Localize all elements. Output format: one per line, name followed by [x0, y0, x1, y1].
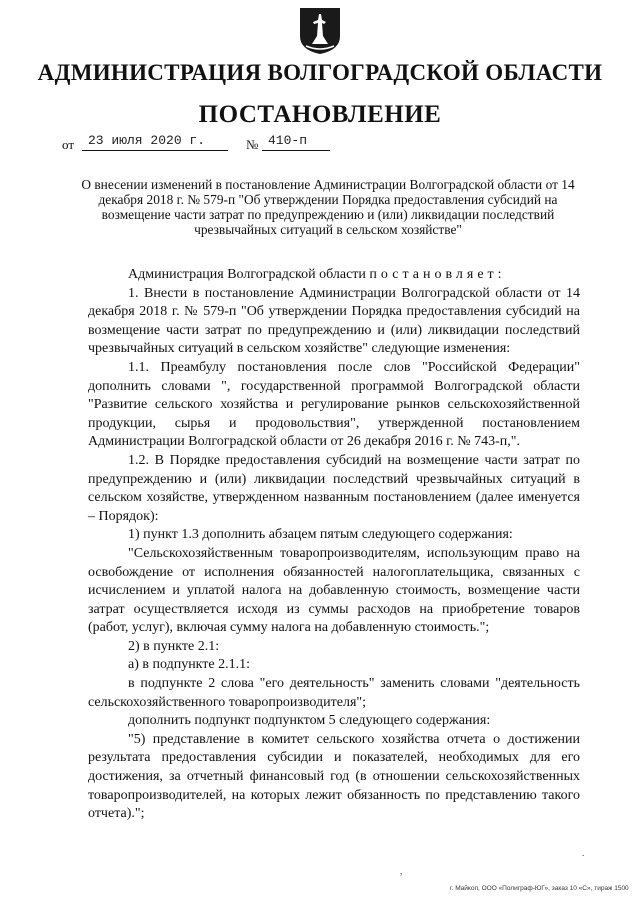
- body-paragraph: дополнить подпункт подпунктом 5 следующего содержания:: [128, 713, 491, 729]
- intro-verb: постановляет:: [369, 267, 506, 282]
- body-paragraph: а) в подпункте 2.1.1:: [128, 657, 251, 673]
- body-paragraph: 1.2. В Порядке предоставления субсидий на возмещение части затрат по предупреждению и (или) ликвидации последствий чрезвычайных ситуаций в сельском хозяйстве, утвержденном названным постановлением (далее именуется – Порядок):: [88, 452, 580, 524]
- scan-mark: ,: [400, 866, 403, 876]
- body-paragraph: 2) в пункте 2.1:: [128, 638, 220, 654]
- body-paragraph: в подпункте 2 слова "его деятельность" заменить словами "деятельность сельскохозяйственного товаропроизводителя";: [88, 676, 580, 710]
- body-paragraph: "Сельскохозяйственным товаропроизводителям, использующим право на освобождение от исполнения обязанностей налогоплательщика, связанных с исчислением и уплатой налога на добавленную стоимость, возмещение части затрат осуществляется исходя из суммы расходов на приобретение товаров (работ, услуг), включая сумму налога на добавленную стоимость.";: [88, 545, 580, 636]
- intro-prefix: Администрация Волгоградской области: [128, 267, 370, 282]
- registration-line: [62, 133, 332, 153]
- print-info: г. Майкоп, ООО «Полиграф-ЮГ», заказ 10 «С», тираж 1500: [450, 885, 629, 892]
- body-paragraph: "5) представление в комитет сельского хозяйства отчета о достижении результата предоставления субсидии и показателей, необходимых для его достижения, за отчетный финансовый год (в отношении сельскохозяйственных товаропроизводителей, на которых лежит обязанность по представлению такого отчета).";: [88, 731, 580, 822]
- scan-mark: .: [582, 848, 585, 858]
- body-paragraph: 1.1. Преамбулу постановления после слов "Российской Федерации" дополнить словами ", государственной программой Волгоградской области "Развитие сельского хозяйства и регулирование рынков сельскохозяйственной продукции, сырья и продовольствия", утвержденной постановлением Администрации Волгоградской области от 26 декабря 2016 г. № 743-п,".: [88, 359, 580, 450]
- document-subject: О внесении изменений в постановление Администрации Волгоградской области от 14 декабря 2018 г. № 579-п "Об утверждении Порядка предоставления субсидий на возмещение части затрат по предупреждению и (или) ликвидации последствий чрезвычайных ситуаций в сельском хозяйстве": [81, 177, 575, 237]
- number-value: 410-п: [268, 133, 308, 148]
- date-value: 23 июля 2020 г.: [88, 133, 206, 148]
- date-prefix: от: [62, 137, 75, 152]
- number-underline: [262, 150, 330, 151]
- intro-paragraph: [88, 266, 580, 285]
- document-type-title: ПОСТАНОВЛЕНИЕ: [198, 101, 442, 128]
- coat-of-arms-icon: [298, 6, 342, 56]
- organization-title: АДМИНИСТРАЦИЯ ВОЛГОГРАДСКОЙ ОБЛАСТИ: [37, 60, 603, 85]
- body-paragraph: 1. Внести в постановление Администрации Волгоградской области от 14 декабря 2018 г. № 579-п "Об утверждении Порядка предоставления субсидий на возмещение части затрат по предупреждению и (или) ликвидации последствий чрезвычайных ситуаций в сельском хозяйстве" следующие изменения:: [88, 285, 580, 357]
- body-paragraph: 1) пункт 1.3 дополнить абзацем пятым следующего содержания:: [128, 527, 513, 543]
- number-prefix: №: [246, 137, 259, 152]
- document-body: [88, 266, 580, 824]
- date-underline: [82, 150, 228, 151]
